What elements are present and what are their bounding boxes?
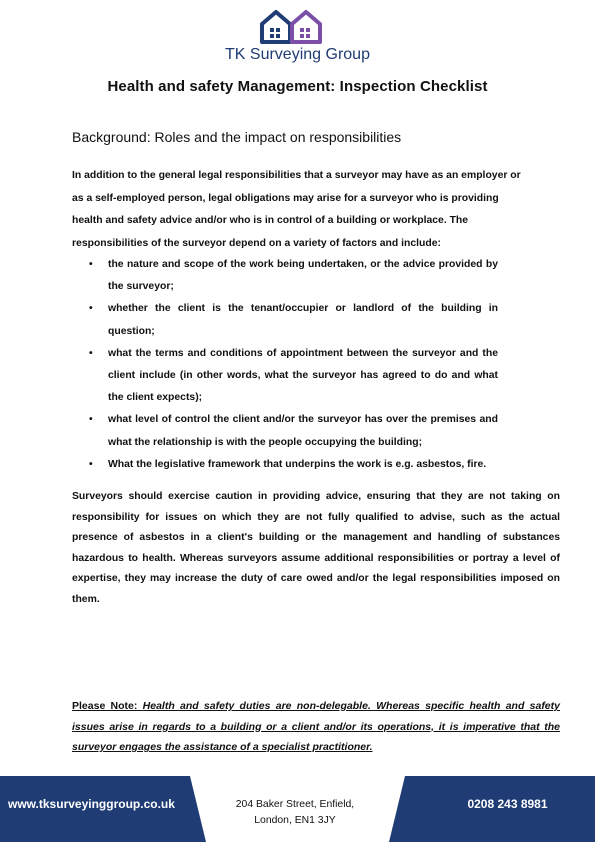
house-icon: [258, 8, 324, 44]
website-link[interactable]: www.tksurveyinggroup.co.uk: [8, 797, 175, 811]
list-item: • what the terms and conditions of appointment between the surveyor and the client include (in other words, what the surveyor has agreed to do and what the client expects);: [72, 343, 498, 410]
page-title: Health and safety Management: Inspection Checklist: [107, 78, 488, 95]
bullet-icon: •: [89, 259, 93, 270]
phone-number[interactable]: 0208 243 8981: [467, 797, 548, 811]
list-item: • the nature and scope of the work being undertaken, or the advice provided by the surveyor;: [72, 254, 498, 298]
list-item: • what level of control the client and/or the surveyor has over the premises and what the relationship is with the people occupying the building;: [72, 409, 498, 453]
intro-paragraph: In addition to the general legal responsibilities that a surveyor may have as an employer or as a self-employed person, legal obligations may arise for a surveyor who is providing health and safety advice and/or who is in control of a building or workplace. The responsibilities of the surveyor depend on a variety of factors and include:: [72, 170, 521, 250]
note-lead: Please Note:: [72, 700, 138, 712]
bullet-icon: •: [89, 303, 93, 315]
footer-address: 204 Baker Street, Enfield, London, EN1 3JY: [235, 799, 355, 826]
list-item: • whether the client is the tenant/occupier or landlord of the building in question;: [72, 298, 498, 342]
please-note: [72, 696, 560, 758]
section-heading: Background: Roles and the impact on responsibilities: [72, 129, 402, 145]
bullet-icon: •: [89, 458, 93, 470]
bullet-icon: •: [89, 347, 93, 359]
responsibility-list: [72, 254, 498, 476]
brand-name: TK Surveying Group: [225, 46, 370, 63]
list-item: • What the legislative framework that underpins the work is e.g. asbestos, fire.: [72, 454, 498, 476]
note-text: Health and safety duties are non-delegable. Whereas specific health and safety issues arise in regards to a building or a client and/or its operations, it is imperative that the surveyor engages the assistance of a specialist practitioner.: [72, 700, 560, 753]
bullet-icon: •: [89, 414, 93, 426]
closing-paragraph: Surveyors should exercise caution in providing advice, ensuring that they are not taking on responsibility for issues on which they are not fully qualified to advise, such as the actual presence of asbestos in a client's building or the management and handling of substances hazardous to health. Whereas surveyors assume additional responsibilities or portray a level of expertise, they may increase the duty of care owed and/or the legal responsibilities imposed on them.: [72, 491, 560, 605]
